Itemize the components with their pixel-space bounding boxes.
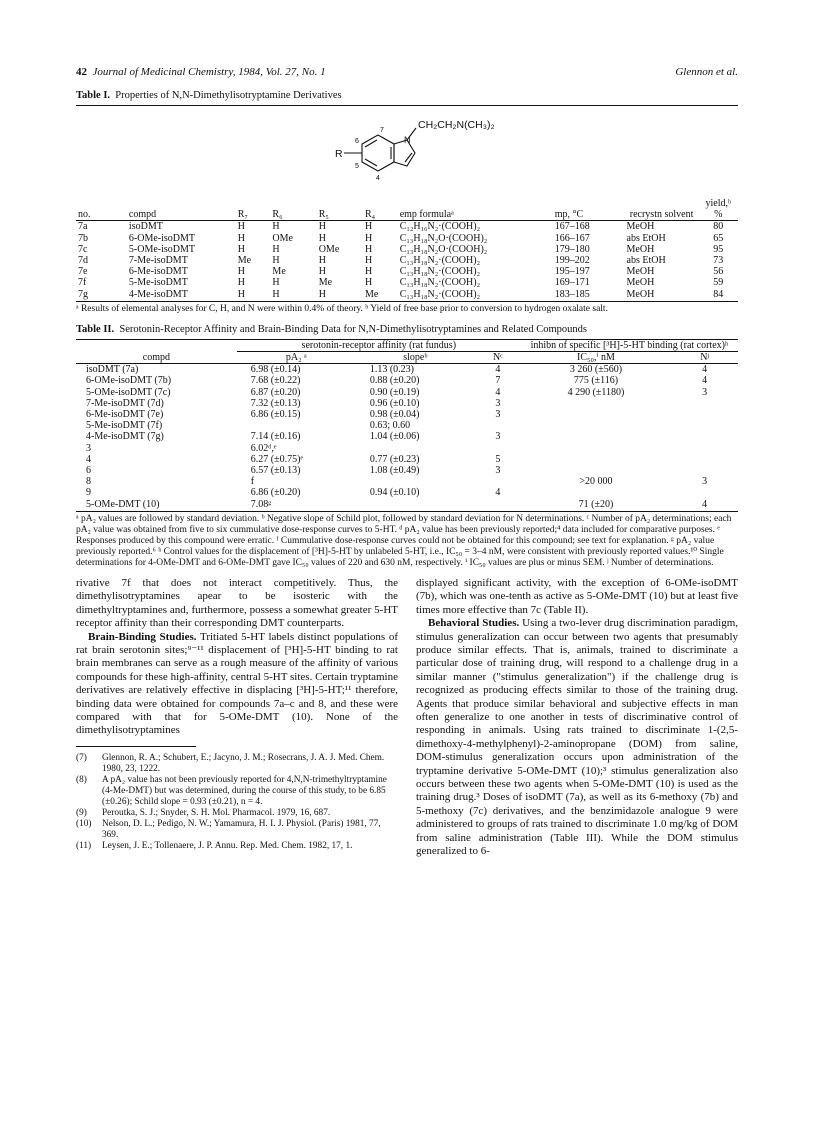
table2-cell: 7.32 (±0.13) [250, 397, 301, 409]
table2-row [76, 364, 738, 376]
table1-cell: 6-OMe-isoDMT [128, 232, 196, 244]
table2-cell: 6.87 (±0.20) [250, 386, 301, 398]
table1-cell: abs EtOH [626, 255, 666, 267]
reference-text: Peroutka, S. J.; Snyder, S. H. Mol. Pharmacol. 1979, 16, 687. [102, 807, 331, 818]
table1-cell: Me [363, 289, 398, 302]
table1-title: Properties of N,N-Dimethylisotryptamine Derivatives [115, 90, 342, 101]
table2-row [76, 465, 738, 476]
reference-text: Leysen, J. E.; Tollenaere, J. P. Annu. Rep. Med. Chem. 1982, 17, 1. [102, 840, 353, 851]
table2-cell [521, 465, 671, 476]
position-7-label: 7 [380, 127, 384, 134]
col-header-pa2: pA₂ ᵃ [237, 352, 356, 364]
table2-row [76, 454, 738, 465]
table2-cell: 3 260 (±560) [569, 364, 623, 376]
reference-number: (9) [76, 807, 87, 818]
table2-row [76, 487, 738, 498]
table2-cell [356, 499, 475, 512]
table2-cell: 6.27 (±0.75)ᵉ [250, 453, 304, 465]
table2-cell: 6.86 (±0.20) [250, 487, 301, 499]
table2-cell [521, 420, 671, 431]
col-header-compd: compd [127, 198, 236, 221]
table2-cell: 775 (±116) [573, 375, 619, 387]
reference-text: Glennon, R. A.; Schubert, E.; Jacyno, J. M.; Rosecrans, J. A. J. Med. Chem. 1980, 23, 1222. [102, 752, 385, 774]
table2-cell [671, 487, 738, 498]
table1-row [76, 277, 738, 288]
table1-row [76, 289, 738, 302]
table1-row [76, 221, 738, 233]
table2-cell: 4 [702, 364, 708, 376]
table2-cell [475, 443, 521, 454]
journal-page [76, 66, 738, 858]
table2-row [76, 375, 738, 386]
table2-cell: 7.68 (±0.22) [250, 375, 301, 387]
col-header-compd: compd [76, 352, 237, 364]
table1-cell: 84 [699, 289, 738, 302]
table1-caption [76, 90, 738, 101]
table2-cell: 7-Me-isoDMT (7d) [86, 397, 164, 409]
table2-cell: 0.90 (±0.19) [369, 386, 420, 398]
table2-cell [475, 499, 521, 512]
table1-cell: 195–197 [554, 266, 590, 278]
right-paragraph-2: Behavioral Studies. Using a two-lever drug discrimination paradigm, stimulus generalization can occur between two agents that presumably produce similar effects. That is, animals, trained to discriminate a particular dose of training drug, will respond to a challenge drug in a similar manner ("stimulus generalization") if the challenge drug is recognized as producing effects similar to those of the training drug. Agents that produce similar behavioral and subjective effects in man often generalize to one another in tests of discriminative control of responding in animals. Using rats trained to discriminate 1-(2,5-dimethoxy-4-methylphenyl)-2-aminopropane (DOM) from saline, DOM-stimulus generalization occurs upon administration of the tryptamine derivative 5-OMe-DMT (10);³ stimulus generalization also occurs between these two agents when 5-OMe-DMT (10) is used as the training drug.³ Doses of isoDMT (7a), as well as its 6-methoxy (7b) and 5-methoxy (7c) derivatives, and the benzimidazole analogue 9 were administered to groups of rats trained to discriminate 1.0 mg/kg of DOM from saline administration (Table III). While the DOM stimulus generalized to 6- [416, 617, 738, 857]
reference-text: Nelson, D. L.; Pedigo, N. W.; Yamamura, H. I. J. Physiol. (Paris) 1981, 77, 369. [102, 818, 381, 840]
table1-cell: H [236, 289, 271, 302]
table1-cell: 183–185 [553, 289, 625, 302]
table2-cell: 5-OMe-DMT (10) [76, 499, 237, 512]
table1-cell: Me [272, 266, 286, 278]
table1-cell: H [364, 255, 373, 267]
table2-cell: 1.04 (±0.06) [369, 431, 420, 443]
table2-cell [521, 487, 671, 498]
table1-cell: H [318, 255, 326, 267]
table2-cell: 6-Me-isoDMT (7e) [86, 409, 164, 421]
col-header-mp: mp, °C [553, 198, 625, 221]
table1-cell: H [364, 221, 373, 233]
table2-title: Serotonin-Receptor Affinity and Brain-Binding Data for N,N-Dimethylisotryptamines and Related Compounds [119, 323, 587, 335]
table2-row [76, 420, 738, 431]
table2-cell: 4 [495, 386, 501, 398]
table1 [76, 198, 738, 302]
table1-cell: MeOH [626, 266, 655, 278]
table2-cell: 3 [702, 386, 708, 398]
table1-cell: 169–171 [554, 277, 590, 289]
table2-cell: 6.86 (±0.15) [250, 409, 301, 421]
table1-cell: C₁₃H₁₈N₂O·(COOH)₂ [399, 243, 488, 255]
table2-cell: 4 [671, 499, 738, 512]
table1-cell: H [272, 255, 280, 267]
table1-cell: 4-Me-isoDMT [127, 289, 236, 302]
col-header-no: no. [76, 198, 127, 221]
col-header-formula: emp formulaᵃ [398, 198, 553, 221]
table1-header-row [76, 198, 738, 221]
table1-cell: 166–167 [554, 232, 590, 244]
table2-cell [521, 454, 671, 465]
reference-list [76, 753, 398, 852]
table2-cell: 3 [495, 397, 501, 409]
body-columns [76, 577, 738, 859]
table1-cell: 7-Me-isoDMT [128, 255, 188, 267]
col-header-r7: R₇ [236, 198, 271, 221]
table1-cell: H [237, 232, 245, 244]
table1-cell: H [237, 221, 245, 233]
table1-cell: 167–168 [554, 221, 590, 233]
table1-cell: H [272, 277, 280, 289]
table2-header-row [76, 352, 738, 364]
table2-cell: isoDMT (7a) [86, 364, 139, 376]
n-atom-label: N [404, 135, 411, 145]
table2-cell: 7 [495, 375, 501, 387]
table1-cell: 5-Me-isoDMT [128, 277, 188, 289]
table2-cell [671, 431, 738, 442]
table1-cell: C₁₃H₁₈N₂·(COOH)₂ [398, 289, 553, 302]
table2-cell [671, 465, 738, 476]
running-head-authors: Glennon et al. [675, 66, 738, 78]
table1-cell: C₁₃H₁₈N₂·(COOH)₂ [399, 277, 481, 289]
table1-cell: Me [318, 277, 333, 289]
table1-cell: H [272, 243, 280, 255]
table1-label: Table I. [76, 90, 111, 101]
table1-cell: H [364, 232, 373, 244]
group-header-fundus: serotonin-receptor affinity (rat fundus) [237, 340, 521, 352]
table2-cell [356, 476, 475, 487]
col-header-yield: yield,ᵇ % [699, 198, 738, 221]
col-header-r4: R₄ [363, 198, 398, 221]
right-column [416, 577, 738, 859]
table2-caption [76, 324, 738, 335]
table2-cell [521, 409, 671, 420]
table2-cell: 6.02ᵈ,ᵉ [250, 442, 277, 454]
table2-cell [237, 420, 356, 431]
brain-binding-heading: Brain-Binding Studies. [88, 630, 197, 643]
table1-cell: H [318, 232, 326, 244]
table2-label: Table II. [76, 323, 115, 335]
table1-cell: 199–202 [554, 255, 590, 267]
table1-cell: 7b [78, 232, 88, 244]
table2-footnotes: ᵃ pA₂ values are followed by standard deviation. ᵇ Negative slope of Schild plot, followed by standard deviation for N determinations. ᶜ Number of pA₂ determinations; each pA₂ value was obtained from five to six cummulative dose-response curves to 5-HT. ᵈ pA₂ value has been previously reported;⁴ data included for comparative purposes. ᵉ Responses produced by this compound were erratic. ᶠ Cummulative dose-response curves could not be obtained for this compound; see text for explanation. ᵍ pA₂ value previously reported.⁶ ʰ Control values for the displacement of [³H]-5-HT by unlabeled 5-HT, i.e., IC₅₀ = 3–4 nM, were consistent with previously reported values.¹⁰ Single determinations for 4-OMe-DMT and 6-OMe-DMT gave IC₅₀ values of 220 and 630 nM, respectively. ⁱ IC₅₀ values are plus or minus SEM. ʲ Number of determinations. [76, 513, 732, 568]
table1-cell: 80 [713, 221, 724, 233]
reference-number: (8) [76, 774, 87, 785]
table1-cell: 95 [713, 243, 724, 255]
table1-cell: 7d [78, 255, 88, 267]
table2-cell: 4 [86, 453, 91, 465]
table1-cell: 65 [713, 232, 724, 244]
table2-cell: 3 [495, 409, 501, 421]
left-paragraph-2: Brain-Binding Studies. Tritiated 5-HT labels distinct populations of rat brain serotonin sites;⁹⁻¹¹ displacement of [³H]-5-HT binding to rat brain membranes can serve as a rough measure of the affinity of various compounds for these high-affinity, central 5-HT sites. Certain tryptamine derivatives are relatively effective in displacing [³H]-5-HT;¹¹ therefore, binding data were obtained for compounds 7a–c and 8, and these were compared with that for 5-OMe-DMT (10). None of the dimethylisotryptamines [76, 630, 398, 737]
table2-row [76, 398, 738, 409]
table2-cell: f [250, 476, 255, 488]
table2-cell [521, 398, 671, 409]
table2-cell: 4 290 (±1180) [567, 386, 625, 398]
table1-cell: MeOH [626, 221, 655, 233]
table2-cell [671, 420, 738, 431]
table2-cell: 6 [86, 465, 91, 477]
table2-cell: 7.14 (±0.16) [250, 431, 301, 443]
table2-cell: 6-OMe-isoDMT (7b) [86, 375, 172, 387]
reference-number: (7) [76, 752, 87, 763]
left-column [76, 577, 398, 859]
r-label: R [335, 148, 343, 160]
table1-cell: 7f [78, 277, 87, 289]
journal-citation: Journal of Medicinal Chemistry, 1984, Vol. 27, No. 1 [92, 66, 326, 78]
side-chain-label: CH₂CH₂N(CH₃)₂ [418, 119, 495, 131]
table2-cell: 5-OMe-isoDMT (7c) [86, 386, 171, 398]
table2-row [76, 387, 738, 398]
table1-cell: H [272, 221, 280, 233]
table2-cell [356, 443, 475, 454]
table1-row [76, 266, 738, 277]
table2-cell: 4-Me-isoDMT (7g) [86, 431, 164, 443]
group-header-cortex: inhibn of specific [³H]-5-HT binding (rat cortex)ʰ [521, 340, 738, 352]
table1-cell: H [364, 243, 373, 255]
table1-cell: 73 [713, 255, 724, 267]
reference-item [76, 753, 398, 775]
table2-cell: 1.13 (0.23) [369, 364, 414, 376]
table2-cell: 0.94 (±0.10) [369, 487, 420, 499]
table1-cell: MeOH [626, 243, 655, 255]
table2-cell [671, 454, 738, 465]
table1-footnotes: ᵃ Results of elemental analyses for C, H, and N were within 0.4% of theory. ᵇ Yield of free base prior to conversion to hydrogen oxalate salt. [76, 303, 608, 314]
behavioral-studies-heading: Behavioral Studies. [428, 617, 520, 630]
reference-item [76, 819, 398, 841]
table2-cell: 6.57 (±0.13) [250, 465, 301, 477]
table1-cell: H [317, 289, 363, 302]
table1-cell: H [364, 277, 373, 289]
table2-cell: 6.98 (±0.14) [250, 364, 301, 376]
position-4-label: 4 [376, 175, 380, 182]
table1-cell: H [237, 243, 245, 255]
reference-text: A pA₂ value has not been previously reported for 4,N,N-trimethyltryptamine (4-Me-DMT) but was determined, during the course of this study, to be 6.85 (±0.26); Schild slope = 0.93 (±0.21), n = 4. [102, 774, 387, 807]
table2-row [76, 499, 738, 512]
table1-cell: 7a [78, 221, 88, 233]
table1-row [76, 244, 738, 255]
isotryptamine-structure [76, 106, 738, 198]
table1-cell: C₁₃H₁₈N₂·(COOH)₂ [399, 266, 481, 278]
table1-cell: C₁₃H₁₈N₂O·(COOH)₂ [399, 232, 488, 244]
table1-cell: MeOH [626, 277, 655, 289]
table1-cell: 7g [76, 289, 127, 302]
table2-row [76, 476, 738, 487]
col-header-r6: R₆ [270, 198, 316, 221]
table2-cell: 3 [495, 431, 501, 443]
position-6-label: 6 [355, 138, 359, 145]
table2-cell: 9 [86, 487, 91, 499]
table2-cell [475, 420, 521, 431]
table2-cell: 0.88 (±0.20) [369, 375, 420, 387]
running-head [76, 66, 738, 78]
table2-row [76, 443, 738, 454]
left-paragraph-1: rivative 7f that does not interact competitively. Thus, the dimethylisotryptamines apear to be isosteric with the dimethyltryptamines and, furthermore, possess a somewhat greater 5-HT receptor affinity than their corresponding DMT counterparts. [76, 576, 398, 630]
table2-cell: 3 [495, 465, 501, 477]
table2-cell [671, 443, 738, 454]
table1-cell: 59 [713, 277, 724, 289]
table1-cell: H [364, 266, 373, 278]
table2-cell: 0.63; 0.60 [369, 420, 411, 432]
reference-item [76, 775, 398, 808]
table2-cell: 7.08ᵍ [237, 499, 356, 512]
table1-cell: OMe [272, 232, 293, 244]
col-header-solvent: recrystn solvent [625, 198, 699, 221]
page-number: 42 [76, 66, 87, 78]
table1-cell: 5-OMe-isoDMT [128, 243, 196, 255]
table2-cell [521, 431, 671, 442]
structure-drawing [76, 106, 738, 198]
table1-cell: H [270, 289, 316, 302]
table1-cell: H [237, 277, 245, 289]
col-header-r5: R₅ [317, 198, 363, 221]
table2-row [76, 409, 738, 420]
reference-number: (10) [76, 818, 92, 829]
table2-cell: 0.98 (±0.04) [369, 409, 420, 421]
table2-cell: 5 [495, 453, 501, 465]
table1-cell: Me [237, 255, 252, 267]
table1-cell: 7e [78, 266, 88, 278]
table2-cell: >20 000 [579, 476, 613, 488]
table2-cell [521, 443, 671, 454]
table1-cell: C₁₃H₁₈N₂·(COOH)₂ [399, 255, 481, 267]
col-header-nj: Nʲ [671, 352, 738, 364]
table2 [76, 340, 738, 512]
table1-cell: H [237, 266, 245, 278]
reference-item [76, 808, 398, 819]
table1-cell: H [318, 266, 326, 278]
position-5-label: 5 [355, 163, 359, 170]
table2-cell: 8 [86, 476, 91, 488]
col-header-ic50: IC₅₀,ⁱ nM [521, 352, 671, 364]
table1-cell: isoDMT [128, 221, 163, 233]
table2-cell: 71 (±20) [521, 499, 671, 512]
reference-number: (11) [76, 840, 92, 851]
table2-cell: 3 [86, 442, 91, 454]
table1-cell: 56 [713, 266, 724, 278]
table2-cell: 3 [702, 476, 708, 488]
table2-cell: 4 [702, 375, 708, 387]
table2-row [76, 431, 738, 442]
table1-cell: OMe [318, 243, 340, 255]
reference-item [76, 841, 398, 852]
table1-cell: 7c [78, 243, 88, 255]
table2-cell: 0.96 (±0.10) [369, 397, 420, 409]
table1-cell: C₁₂H₁₆N₂·(COOH)₂ [399, 221, 481, 233]
col-header-n: Nᶜ [475, 352, 521, 364]
table2-cell: 5-Me-isoDMT (7f) [86, 420, 163, 432]
right-paragraph-1: displayed significant activity, with the exception of 6-OMe-isoDMT (7b), which was one-tenth as active as 5-OMe-DMT (10) but at least five times more effective than 7c (Table II). [416, 576, 738, 616]
table2-cell: 0.77 (±0.23) [369, 453, 420, 465]
table1-cell: 6-Me-isoDMT [128, 266, 188, 278]
table1-cell: MeOH [625, 289, 699, 302]
table1-row [76, 233, 738, 244]
table2-cell [671, 398, 738, 409]
table2-cell: 1.08 (±0.49) [369, 465, 420, 477]
table2-cell [671, 409, 738, 420]
table1-cell: H [318, 221, 326, 233]
table2-cell [475, 476, 521, 487]
table2-group-header-row [76, 340, 738, 352]
col-header-slope: slopeᵇ [356, 352, 475, 364]
table2-cell: 4 [495, 487, 501, 499]
table1-row [76, 255, 738, 266]
table2-cell: 4 [495, 364, 501, 376]
table1-cell: 179–180 [554, 243, 590, 255]
table1-cell: abs EtOH [626, 232, 666, 244]
